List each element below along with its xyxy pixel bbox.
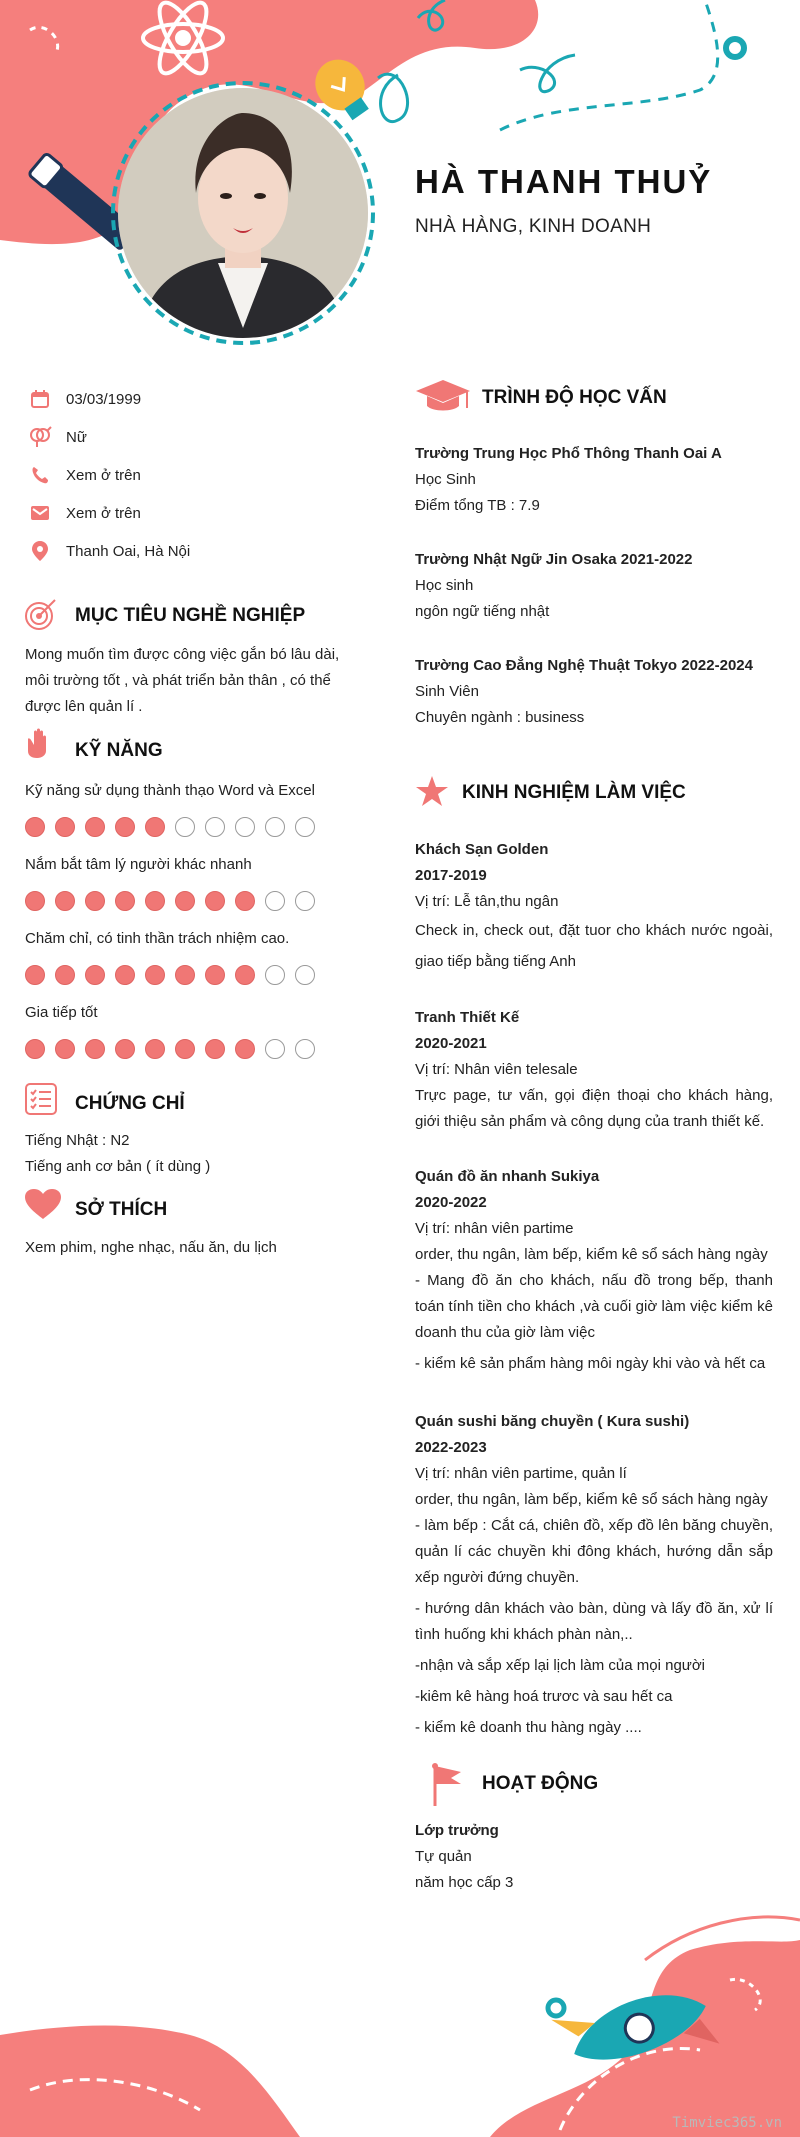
rating-dot-filled (25, 965, 45, 985)
rating-dot-filled (85, 817, 105, 837)
school-note: Chuyên ngành : business (415, 709, 585, 726)
work-detail: Trực page, tư vấn, gọi điện thoại cho khách hàng, giới thiệu sản phẩm và công dụng của tranh thiết kế. (415, 1087, 773, 1130)
activity-line: Tự quản (415, 1848, 472, 1865)
work-detail: - kiểm kê sản phẩm hàng môi ngày khi vào và hết ca (415, 1355, 766, 1372)
education-item (415, 547, 773, 625)
skill-rating (25, 965, 325, 985)
work-position: Vị trí: Lễ tân,thu ngân (415, 893, 559, 910)
candidate-subtitle: NHÀ HÀNG, KINH DOANH (415, 216, 652, 237)
contact-phone (28, 463, 141, 487)
work-detail: - làm bếp : Cắt cá, chiên đồ, xếp đồ lên băng chuyền, quản lí các chuyền khi đông khách, hướng dẫn sắp xếp người đứng chuyền. (415, 1517, 773, 1586)
skill-rating (25, 1039, 325, 1059)
company-name: Khách Sạn Golden (415, 841, 549, 858)
calendar-icon (28, 387, 52, 411)
rating-dot-empty (295, 817, 315, 837)
contact-address (28, 539, 190, 563)
contact-email (28, 501, 141, 525)
rating-dot-filled (55, 817, 75, 837)
skills-title: KỸ NĂNG (75, 740, 163, 761)
activities-title: HOẠT ĐỘNG (482, 1773, 599, 1794)
address-text: Thanh Oai, Hà Nội (66, 542, 191, 560)
rating-dot-filled (25, 817, 45, 837)
school-note: ngôn ngữ tiếng nhật (415, 603, 550, 620)
rating-dot-filled (235, 891, 255, 911)
rating-dot-filled (175, 965, 195, 985)
activity-line: năm học cấp 3 (415, 1874, 514, 1891)
hobbies-text: Xem phim, nghe nhạc, nấu ăn, du lịch (25, 1239, 277, 1256)
skill-rating (25, 817, 325, 837)
objective-text (25, 642, 345, 720)
school-role: Học sinh (415, 577, 474, 594)
work-detail: - hướng dân khách vào bàn, dùng và lấy đồ ăn, xử lí tình huống khi khách phàn nàn,.. (415, 1600, 773, 1643)
objective-line: môi trường tốt , và phát triển bản thân , có thể (25, 672, 331, 689)
hand-icon (24, 727, 50, 764)
education-title: TRÌNH ĐỘ HỌC VẤN (482, 387, 667, 408)
birthdate-text: 03/03/1999 (66, 390, 142, 408)
rating-dot-empty (205, 817, 225, 837)
school-role: Học Sinh (415, 471, 476, 488)
rating-dot-filled (85, 1039, 105, 1059)
certificate-item: Tiếng anh cơ bản ( ít dùng ) (25, 1158, 211, 1175)
rating-dot-empty (265, 1039, 285, 1059)
rating-dot-filled (55, 1039, 75, 1059)
rating-dot-filled (115, 1039, 135, 1059)
rating-dot-filled (175, 1039, 195, 1059)
heart-icon (24, 1188, 62, 1225)
company-name: Quán đồ ăn nhanh Sukiya (415, 1168, 600, 1185)
skill-label: Gia tiếp tốt (25, 1004, 98, 1021)
work-period: 2020-2022 (415, 1194, 487, 1211)
phone-text: Xem ở trên (66, 466, 141, 484)
school-name: Trường Trung Học Phổ Thông Thanh Oai A (415, 445, 722, 462)
company-name: Tranh Thiết Kế (415, 1009, 520, 1026)
work-detail: -nhận và sắp xếp lại lịch làm của mọi người (415, 1657, 706, 1674)
activity-name: Lớp trưởng (415, 1822, 499, 1839)
rating-dot-filled (235, 965, 255, 985)
work-detail: -kiêm kê hàng hoá trươc và sau hết ca (415, 1688, 673, 1705)
star-icon (415, 775, 449, 812)
rating-dot-filled (205, 965, 225, 985)
education-item (415, 441, 773, 519)
rating-dot-filled (115, 965, 135, 985)
experience-title: KINH NGHIỆM LÀM VIỆC (462, 782, 686, 803)
rating-dot-empty (295, 891, 315, 911)
rating-dot-filled (55, 965, 75, 985)
activity-item (415, 1818, 773, 1896)
school-role: Sinh Viên (415, 683, 479, 700)
objective-title: MỤC TIÊU NGHỀ NGHIỆP (75, 605, 306, 626)
school-name: Trường Cao Đẳng Nghệ Thuật Tokyo 2022-2024 (415, 657, 753, 674)
gender-text: Nữ (66, 428, 87, 446)
work-period: 2020-2021 (415, 1035, 487, 1052)
certificates-list (25, 1128, 210, 1180)
work-position: Vị trí: Nhân viên telesale (415, 1061, 578, 1078)
contact-birthdate (28, 387, 141, 411)
checklist-icon (25, 1083, 57, 1120)
email-icon (28, 501, 52, 525)
email-text: Xem ở trên (66, 504, 141, 522)
location-icon (28, 539, 52, 563)
rating-dot-filled (145, 817, 165, 837)
rating-dot-filled (175, 891, 195, 911)
skill-label: Kỹ năng sử dụng thành thạo Word và Excel (25, 782, 315, 799)
education-item (415, 653, 773, 731)
rating-dot-empty (295, 1039, 315, 1059)
rating-dot-filled (205, 1039, 225, 1059)
school-note: Điểm tổng TB : 7.9 (415, 497, 540, 514)
skill-label: Nắm bắt tâm lý người khác nhanh (25, 856, 252, 873)
work-period: 2022-2023 (415, 1439, 487, 1456)
experience-item (415, 1005, 773, 1135)
work-position: Vị trí: nhân viên partime, quản lí (415, 1465, 627, 1482)
target-icon (24, 597, 58, 636)
rating-dot-filled (145, 965, 165, 985)
contact-gender (28, 425, 87, 449)
experience-item (415, 1164, 773, 1377)
experience-item (415, 837, 773, 977)
rating-dot-filled (205, 891, 225, 911)
graduation-cap-icon (415, 378, 471, 421)
work-position: Vị trí: nhân viên partime (415, 1220, 574, 1237)
flag-icon (427, 1762, 463, 1813)
school-name: Trường Nhật Ngữ Jin Osaka 2021-2022 (415, 551, 693, 568)
certificates-title: CHỨNG CHỈ (75, 1093, 185, 1114)
rating-dot-empty (175, 817, 195, 837)
phone-icon (28, 463, 52, 487)
profile-photo (118, 88, 368, 338)
rating-dot-empty (295, 965, 315, 985)
rating-dot-filled (115, 817, 135, 837)
rating-dot-empty (265, 965, 285, 985)
work-detail: order, thu ngân, làm bếp, kiểm kê sổ sách hàng ngày (415, 1491, 768, 1508)
rating-dot-filled (25, 1039, 45, 1059)
work-detail: - Mang đồ ăn cho khách, nấu đồ trong bếp, thanh toán tính tiền cho khách ,và cuối giờ làm việc kiểm kê doanh thu của giờ làm việc (415, 1272, 773, 1341)
company-name: Quán sushi băng chuyền ( Kura sushi) (415, 1413, 690, 1430)
rating-dot-filled (55, 891, 75, 911)
rating-dot-filled (145, 1039, 165, 1059)
rating-dot-filled (25, 891, 45, 911)
experience-item (415, 1409, 773, 1741)
certificate-item: Tiếng Nhật : N2 (25, 1132, 130, 1149)
rating-dot-filled (145, 891, 165, 911)
skill-label: Chăm chỉ, có tinh thần trách nhiệm cao. (25, 930, 290, 947)
watermark: Timviec365.vn (672, 2115, 782, 2131)
hobbies-title: SỞ THÍCH (75, 1199, 168, 1220)
rating-dot-filled (115, 891, 135, 911)
objective-line: Mong muốn tìm được công việc gắn bó lâu dài, (25, 646, 340, 663)
rating-dot-filled (85, 965, 105, 985)
gender-icon (28, 425, 52, 449)
work-period: 2017-2019 (415, 867, 487, 884)
work-detail: Check in, check out, đặt tuor cho khách nước ngoài, giao tiếp bằng tiếng Anh (415, 922, 773, 970)
rating-dot-empty (265, 817, 285, 837)
objective-line: được lên quản lí . (25, 698, 143, 715)
work-detail: - kiểm kê doanh thu hàng ngày .... (415, 1719, 642, 1736)
rating-dot-empty (235, 817, 255, 837)
candidate-name: HÀ THANH THUỶ (415, 163, 713, 200)
rating-dot-empty (265, 891, 285, 911)
rating-dot-filled (235, 1039, 255, 1059)
skill-rating (25, 891, 325, 911)
rating-dot-filled (85, 891, 105, 911)
work-detail: order, thu ngân, làm bếp, kiểm kê sổ sách hàng ngày (415, 1246, 768, 1263)
